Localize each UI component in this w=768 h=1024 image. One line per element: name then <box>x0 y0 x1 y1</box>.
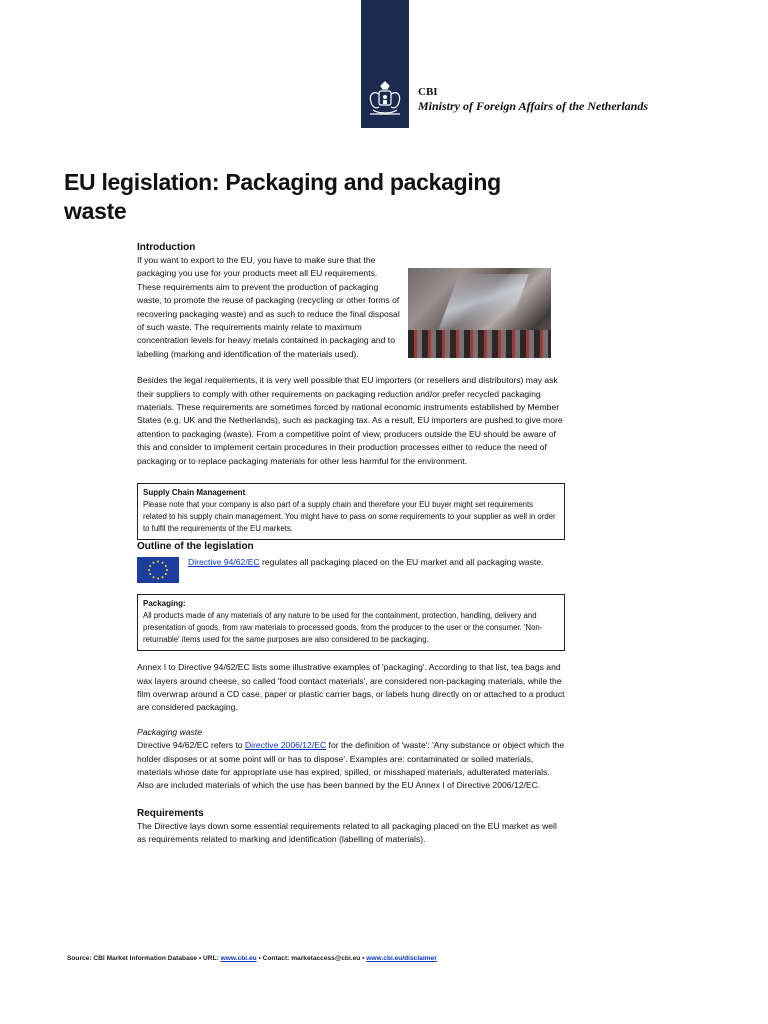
packaging-definition-text: All products made of any materials of any nature to be used for the containment, protection, handling, delivery and presentation of goods, from raw materials to processed goods, from the producer to the user or the consumer. 'Non-returnable' items used for the same purposes are also considered to be packaging. <box>143 611 543 645</box>
packaging-definition-box <box>137 594 565 651</box>
supply-chain-text: Please note that your company is also part of a supply chain and therefore your EU buyer might set requirements related to his supply chain management. You might have to pass on some requirements to your supplier as well in order to fulfil the requirements of the EU markets. <box>143 500 556 534</box>
directive-description <box>188 556 543 569</box>
directive-row <box>137 556 565 583</box>
outline-heading: Outline of the legislation <box>137 541 254 553</box>
org-name-block <box>418 86 648 114</box>
annex-paragraph: Annex I to Directive 94/62/EC lists some illustrative examples of 'packaging'. According to that list, tea bags and wax layers around cheese, so called 'food contact materials', are considered non-packaging materials, while the film overwrap around a CD case, paper or plastic carrier bags, or labels hung directly on or attached to a product are considered packaging. <box>137 662 565 713</box>
plastic-film-highlight <box>437 274 529 334</box>
packaging-machine-photo <box>408 268 551 358</box>
supply-chain-title: Supply Chain Management <box>143 488 246 498</box>
eu-flag-icon <box>137 557 179 583</box>
footer-disclaimer-link[interactable]: www.cbi.eu/disclaimer <box>366 955 437 962</box>
footer-url-link[interactable]: www.cbi.eu <box>220 955 257 962</box>
requirements-paragraph: The Directive lays down some essential requirements related to all packaging placed on the EU market as well as requirements related to marking and identification (labelling of materials). <box>137 820 557 845</box>
org-abbreviation: CBI <box>418 86 438 98</box>
packaging-definition-title: Packaging: <box>143 599 186 609</box>
introduction-heading: Introduction <box>137 242 196 253</box>
footer-source: Source: CBI Market Information Database • URL: <box>67 955 221 962</box>
royal-crest-icon <box>364 80 406 120</box>
packaging-waste-subheading: Packaging waste <box>137 726 202 737</box>
page-footer <box>67 955 437 962</box>
waste-text-after: for the definition of 'waste': 'Any substance or object which the holder disposes or at some point will or has to dispose'. Examples are: contaminated or soiled materials, materials whose date for appropriate use has expired, spilled, or misshaped materials, adulterated materials. Also are included materials of which the use has been banned by the EU Annex I of Directive 2006/12/EC. <box>137 740 565 791</box>
machine-rollers <box>408 330 551 358</box>
org-full-name: Ministry of Foreign Affairs of the Netherlands <box>418 99 649 113</box>
directive-text: regulates all packaging placed on the EU market and all packaging waste. <box>259 557 544 568</box>
footer-contact: • Contact: marketaccess@cbi.eu • <box>256 955 367 962</box>
intro-paragraph-2: Besides the legal requirements, it is very well possible that EU importers (or resellers and distributors) may ask their suppliers to comply with other requirements on packaging reduction and/or prefer recycled packaging materials. These requirements are sometimes forced by national economic instruments established by Member States (e.g. UK and the Netherlands), such as packaging tax. As a result, EU importers are pushed to give more attention to packaging (waste). From a competitive point of view, producers outside the EU should be aware of this and consider to implement certain procedures in their production processes either to reduce the need of packaging or to replace packaging materials for other less harmful for the environment. <box>137 375 563 466</box>
cbi-logo-bar <box>361 0 409 128</box>
page-title: EU legislation: Packaging and packaging waste <box>64 169 501 224</box>
supply-chain-box <box>137 483 565 540</box>
intro-paragraph-1: If you want to export to the EU, you have to make sure that the packaging you use for your products meet all EU requirements. These requirements aim to prevent the production of packaging waste, to promote the reuse of packaging (recycling or other forms of recovering packaging waste) and as such to reduce the final disposal of such waste. The requirements mainly relate to maximum concentration levels for heavy metals contained in packaging and to labelling (marking and identification of the materials used). <box>137 255 400 359</box>
packaging-waste-paragraph <box>137 739 565 793</box>
waste-text-before: Directive 94/62/EC refers to <box>137 740 245 751</box>
directive-2006-12-link[interactable]: Directive 2006/12/EC <box>244 740 327 751</box>
requirements-heading: Requirements <box>137 807 204 819</box>
directive-94-62-link[interactable]: Directive 94/62/EC <box>188 557 260 568</box>
document-body <box>137 241 565 847</box>
